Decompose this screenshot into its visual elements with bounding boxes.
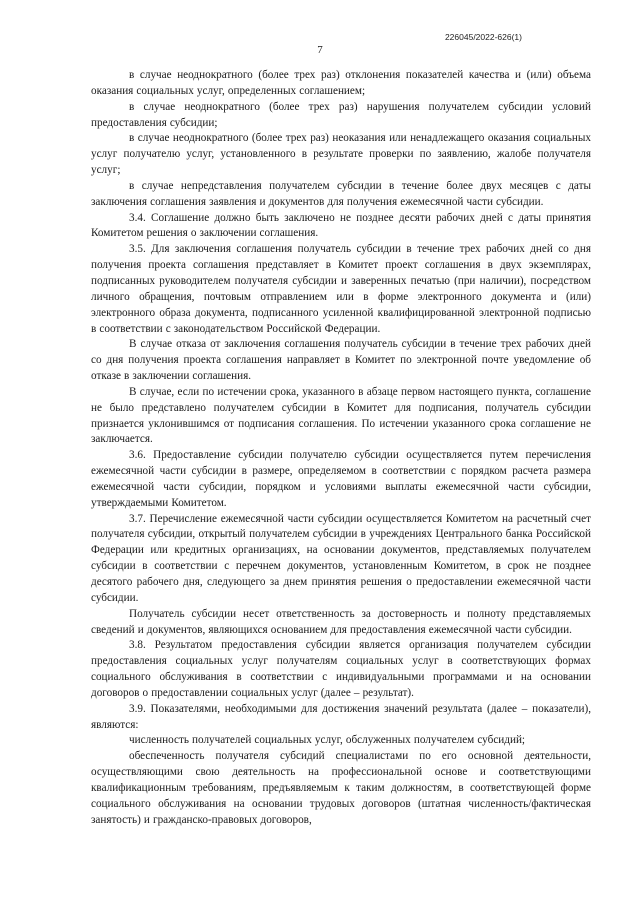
document-body xyxy=(91,68,591,829)
paragraph: 3.9. Показателями, необходимыми для достижения значений результата (далее – показатели), являются: xyxy=(91,702,591,731)
paragraph: численность получателей социальных услуг, обслуженных получателем субсидий; xyxy=(129,734,526,747)
paragraph: В случае отказа от заключения соглашения получатель субсидии в течение трех рабочих дней со дня получения проекта соглашения направляет в Комитет по электронной почте уведомление об отказе в заключении соглашения. xyxy=(91,338,591,383)
paragraph: 3.7. Перечисление ежемесячной части субсидии осуществляется Комитетом на расчетный счет получателя субсидии, открытый получателем субсидии в учреждениях Центрального банка Российской Федерации или кредитных организациях, на основании документов, представляемых получателем субсидии в соответствии с перечнем документов, установленным Комитетом, в срок не позднее десятого рабочего дня, следующего за днем принятия решения о предоставлении ежемесячной части субсидии. xyxy=(91,512,591,604)
paragraph: в случае неоднократного (более трех раз) неоказания или ненадлежащего оказания социальных услуг получателю услуг, установленного в результате проверки по заявлению, жалобе получателя услуг; xyxy=(91,132,591,177)
document-id: 226045/2022-626(1) xyxy=(444,32,522,42)
paragraph: Получатель субсидии несет ответственность за достоверность и полноту представляемых сведений и документов, являющихся основанием для предоставления ежемесячной части субсидии. xyxy=(91,607,591,636)
paragraph: 3.6. Предоставление субсидии получателю субсидии осуществляется путем перечисления ежемесячной части субсидии в размере, определяемом в соответствии с порядком расчета размера ежемесячной части субсидии, порядком и условиями выплаты ежемесячной части субсидии, утверждаемыми Комитетом. xyxy=(91,449,591,509)
paragraph: обеспеченность получателя субсидий специалистами по его основной деятельности, осуществляющими свою деятельность на профессиональной основе и соответствующими квалификационным требованиям, предъявляемым к таким должностям, в соответствующей форме социального обслуживания на основании трудовых договоров (штатная численность/фактическая занятость) и гражданско-правовых договоров, xyxy=(91,750,591,826)
paragraph: 3.8. Результатом предоставления субсидии является организация получателем субсидии предоставления социальных услуг получателям социальных услуг в соответствующих формах социального обслуживания в соответствии с индивидуальными программами и на основании договоров о предоставлении социальных услуг (далее – результат). xyxy=(91,639,591,699)
paragraph: в случае непредставления получателем субсидии в течение более двух месяцев с даты заключения соглашения заявления и документов для получения ежемесячной части субсидии. xyxy=(91,179,591,208)
paragraph: в случае неоднократного (более трех раз) нарушения получателем субсидии условий предоставления субсидии; xyxy=(91,100,591,129)
paragraph: в случае неоднократного (более трех раз) отклонения показателей качества и (или) объема оказания социальных услуг, определенных соглашением; xyxy=(91,69,591,97)
page-number: 7 xyxy=(317,44,323,56)
paragraph: В случае, если по истечении срока, указанного в абзаце первом настоящего пункта, соглашение не было представлено получателем субсидии в Комитет для подписания, получатель субсидии признается уклонившимся от подписания соглашения. По истечении указанного срока соглашение не заключается. xyxy=(91,385,591,446)
paragraph: 3.4. Соглашение должно быть заключено не позднее десяти рабочих дней с даты принятия Комитетом решения о заключении соглашения. xyxy=(91,211,591,240)
paragraph: 3.5. Для заключения соглашения получатель субсидии в течение трех рабочих дней со дня получения проекта соглашения представляет в Комитет проект соглашения в двух экземплярах, подписанных руководителем получателя субсидии и заверенных печатью (при наличии), посредством личного обращения, почтовым отправлением или в форме электронного документа и (или) электронного образа документа, подписанного усиленной квалифицированной электронной подписью в соответствии с законодательством Российской Федерации. xyxy=(91,243,591,335)
